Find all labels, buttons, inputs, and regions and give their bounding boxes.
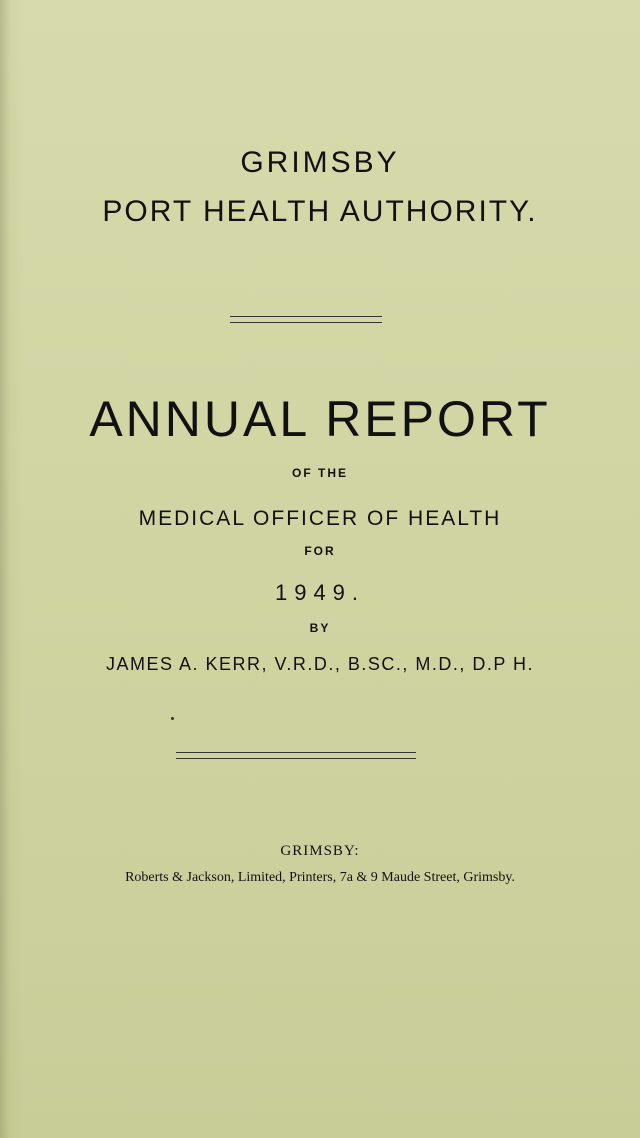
of-the-text: OF THE [292, 466, 348, 480]
imprint-place: GRIMSBY: [280, 843, 360, 859]
authority-heading: PORT HEALTH AUTHORITY. [102, 195, 538, 228]
city-heading: GRIMSBY [240, 146, 400, 179]
imprint-printer: Roberts & Jackson, Limited, Printers, 7a & 9 Maude Street, Grimsby. [125, 870, 515, 885]
report-year: 1949. [274, 580, 366, 605]
report-title: ANNUAL REPORT [89, 391, 551, 447]
double-rule-bottom [176, 752, 416, 759]
by-text: BY [309, 621, 331, 635]
for-text: FOR [304, 544, 336, 558]
author-line: JAMES A. KERR, V.R.D., B.SC., M.D., D.P H. [105, 654, 535, 674]
officer-title: MEDICAL OFFICER OF HEALTH [138, 507, 502, 530]
double-rule-top [230, 316, 382, 323]
ink-speck [171, 717, 174, 720]
